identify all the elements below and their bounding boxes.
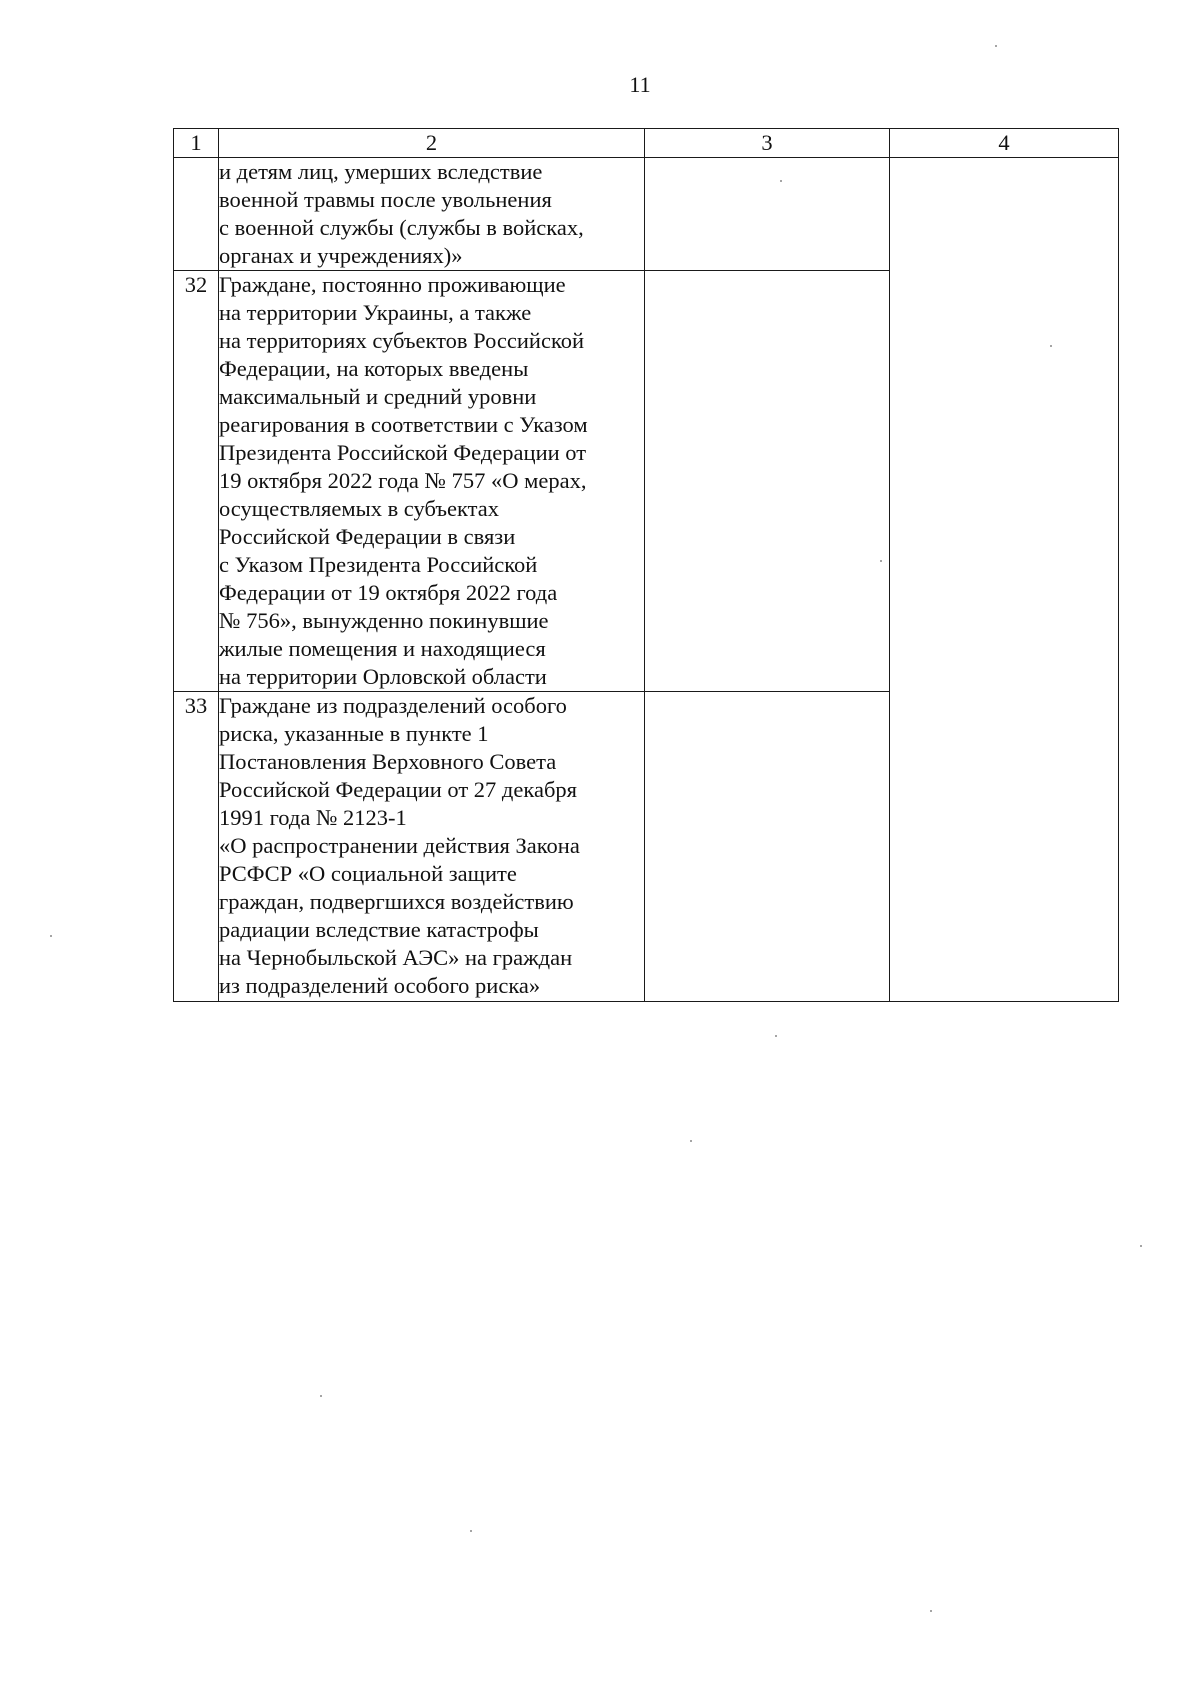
header-col-4: 4 — [890, 129, 1119, 158]
scan-speck — [780, 180, 782, 182]
page-number: 11 — [629, 72, 651, 97]
row-number: 33 — [174, 692, 219, 1002]
row-category-text: Граждане, постоянно проживающие на территории Украины, а также на территориях субъектов Российской Федерации, на которых введены максимальный и средний уровни реагирования в соответствии с Указом Президента Российской Федерации от 19 октября 2022 года № 757 «О мерах, осуществляемых в субъектах Российской Федерации в связи с Указом Президента Российской Федерации от 19 октября 2022 года № 756», вынужденно покинувшие жилые помещения и находящиеся на территории Орловской области — [219, 271, 645, 692]
row-number: 32 — [174, 271, 219, 692]
table-row — [174, 692, 1119, 1002]
table-row — [174, 158, 1119, 271]
row-col3 — [645, 158, 890, 271]
table-body — [174, 158, 1119, 1002]
scan-speck — [775, 1035, 777, 1037]
row-col4 — [890, 158, 1119, 271]
row-col3 — [645, 271, 890, 692]
row-number — [174, 158, 219, 271]
scan-speck — [690, 1140, 692, 1142]
header-row — [174, 129, 1119, 158]
header-col-3: 3 — [645, 129, 890, 158]
row-col4 — [890, 271, 1119, 692]
row-category-text: Граждане из подразделений особого риска, указанные в пункте 1 Постановления Верховного Совета Российской Федерации от 27 декабря 1991 года № 2123-1 «О распространении действия Закона РСФСР «О социальной защите граждан, подвергшихся воздействию радиации вследствие катастрофы на Чернобыльской АЭС» на граждан из подразделений особого риска» — [219, 692, 645, 1002]
table-header — [174, 129, 1119, 158]
scan-speck — [50, 935, 52, 937]
benefits-table — [173, 128, 1119, 1002]
header-col-2: 2 — [219, 129, 645, 158]
row-col3 — [645, 692, 890, 1002]
table-row — [174, 271, 1119, 692]
scan-speck — [880, 560, 882, 562]
header-col-1: 1 — [174, 129, 219, 158]
scan-speck — [470, 1530, 472, 1532]
scan-speck — [320, 1395, 322, 1397]
scan-speck — [930, 1610, 932, 1612]
scan-speck — [995, 45, 997, 47]
row-col4 — [890, 692, 1119, 1002]
scan-speck — [1140, 1245, 1142, 1247]
row-category-text: и детям лиц, умерших вследствие военной травмы после увольнения с военной службы (службы в войсках, органах и учреждениях)» — [219, 158, 645, 271]
scan-speck — [1050, 345, 1052, 347]
